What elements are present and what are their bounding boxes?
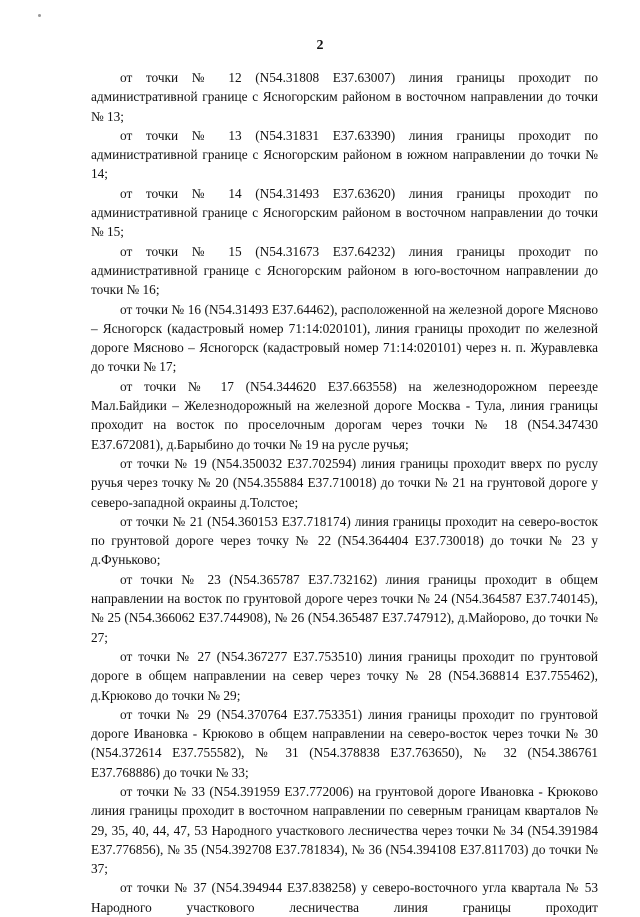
paragraph-point-17: от точки № 17 (N54.344620 E37.663558) на железнодорожном переезде Мал.Байдики – Железнодорожный на железной дороге Москва - Тула, линия границы проходит на восток по проселочным дорогам через точки № 18 (N54.347430 E37.672081), д.Барыбино до точки № 19 на русле ручья;	[91, 378, 598, 452]
paragraph-point-37: от точки № 37 (N54.394944 E37.838258) у северо-восточного угла квартала № 53 Народного участкового лесничества линия границы проходит	[91, 880, 598, 915]
scan-speck	[38, 14, 41, 17]
document-body	[91, 68, 598, 917]
paragraph-point-16: от точки № 16 (N54.31493 E37.64462), расположенной на железной дороге Мясново – Ясногорск (кадастровый номер 71:14:020101), линия границы проходит по железной дороге Мясново – Ясногорск (кадастровый номер 71:14:020101) через н. п. Журавлевка до точки № 17;	[91, 301, 598, 375]
paragraph-point-19: от точки № 19 (N54.350032 E37.702594) линия границы проходит вверх по руслу ручья через точку № 20 (N54.355884 E37.710018) до точки № 21 на грунтовой дороге у северо-западной окраины д.Толстое;	[91, 455, 598, 510]
paragraph-point-15: от точки № 15 (N54.31673 E37.64232) линия границы проходит по административной границе с Ясногорским районом в юго-восточном направлении до точки № 16;	[91, 243, 598, 298]
paragraph-point-13: от точки № 13 (N54.31831 E37.63390) линия границы проходит по административной границе с Ясногорским районом в южном направлении до точки № 14;	[91, 127, 598, 182]
page-number: 2	[316, 38, 324, 53]
paragraph-point-21: от точки № 21 (N54.360153 E37.718174) линия границы проходит на северо-восток по грунтовой дороге через точку № 22 (N54.364404 E37.730018) до точки № 23 у д.Фуньково;	[91, 513, 598, 568]
paragraph-point-29: от точки № 29 (N54.370764 E37.753351) линия границы проходит по грунтовой дороге Ивановка - Крюково в общем направлении на северо-восток через точки № 30 (N54.372614 E37.755582), № 31 (N54.378838 E37.763650), № 32 (N54.386761 E37.768886) до точки № 33;	[91, 706, 598, 780]
paragraph-point-14: от точки № 14 (N54.31493 E37.63620) линия границы проходит по административной границе с Ясногорским районом в восточном направлении до точки № 15;	[91, 185, 598, 240]
paragraph-point-27: от точки № 27 (N54.367277 E37.753510) линия границы проходит по грунтовой дороге в общем направлении на север через точку № 28 (N54.368814 E37.755462), д.Крюково до точки № 29;	[91, 648, 598, 703]
paragraph-point-23: от точки № 23 (N54.365787 E37.732162) линия границы проходит в общем направлении на восток по грунтовой дороге через точки № 24 (N54.364587 E37.740145), № 25 (N54.366062 E37.744908), № 26 (N54.365487 E37.747912), д.Майорово, до точки № 27;	[91, 571, 598, 645]
paragraph-point-33: от точки № 33 (N54.391959 E37.772006) на грунтовой дороге Ивановка - Крюково линия границы проходит в восточном направлении по северным границам кварталов № 29, 35, 40, 44, 47, 53 Народного участкового лесничества через точки № 34 (N54.391984 E37.776856), № 35 (N54.392708 E37.781834), № 36 (N54.394108 E37.811703) до точки № 37;	[91, 783, 598, 877]
paragraph-point-12: от точки № 12 (N54.31808 E37.63007) линия границы проходит по административной границе с Ясногорским районом в восточном направлении до точки № 13;	[91, 70, 598, 124]
